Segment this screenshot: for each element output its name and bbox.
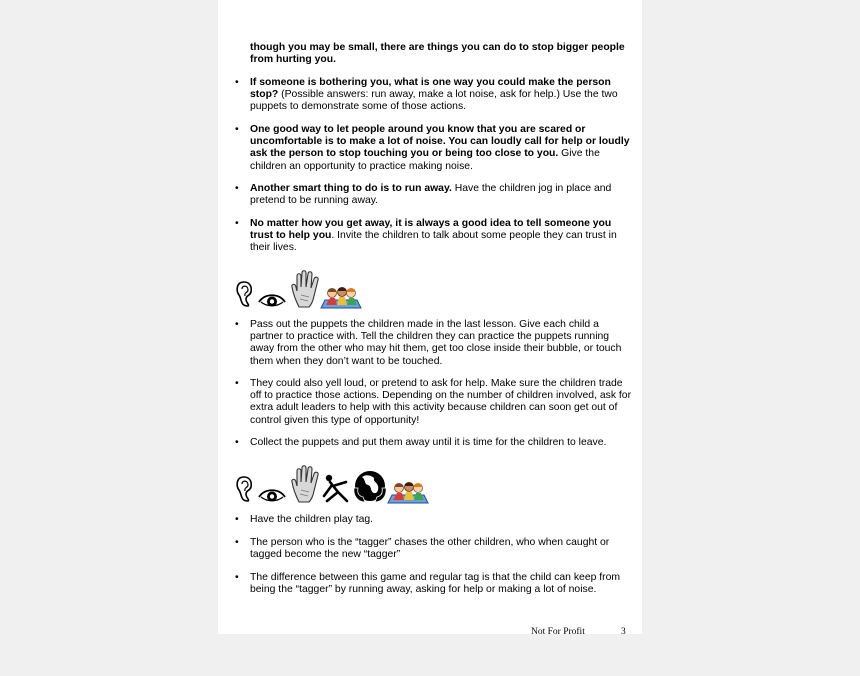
list-item: • One good way to let people around you know that you are scared or uncomfortable is to make a lot of noise. You can loudly call for help or loudly ask the person to stop touching you or being too close to you. Give the children an opportunity to practice making noise.	[235, 124, 630, 172]
lead-paragraph: though you may be small, there are things you can do to stop bigger people from hurting you.	[250, 42, 625, 66]
globe-hands-icon	[352, 468, 388, 504]
icon-row-activities	[234, 460, 434, 504]
hand-icon	[289, 464, 321, 504]
list-item: • Another smart thing to do is to run away. Have the children jog in place and pretend to be running away.	[235, 183, 612, 207]
footer-label: Not For Profit	[531, 627, 585, 634]
list-item: • Pass out the puppets the children made in the last lesson. Give each child a partner to practice with. Tell the children they can practice the puppets running away from the other who may hit them, get too close inside their bubble, or touch them when they don’t want to be touched.	[235, 319, 622, 367]
eye-icon	[258, 486, 286, 504]
eye-icon	[258, 291, 286, 309]
list-item: • The difference between this game and regular tag is that the child can keep from being the “tagger” by running away, asking for help or making a lot of noise.	[235, 572, 621, 596]
group-of-children-icon	[320, 285, 362, 309]
page-number: 3	[621, 627, 626, 634]
list-item: • If someone is bothering you, what is one way you could make the person stop? (Possible answers: run away, make a lot noise, ask for help.) Use the two puppets to demonstrate some of those actions.	[235, 77, 618, 113]
list-item: • No matter how you get away, it is always a good idea to tell someone you trust to help you. Invite the children to talk about some people they can trust in their lives.	[235, 218, 617, 254]
list-item: • Collect the puppets and put them away until it is time for the children to leave.	[235, 437, 607, 448]
icon-row-senses	[234, 265, 364, 309]
list-item: • The person who is the “tagger” chases the other children, who when caught or tagged become the new “tagger”	[235, 537, 610, 561]
document-page	[218, 0, 642, 634]
ear-icon	[234, 474, 254, 504]
stretching-person-icon	[320, 472, 352, 504]
list-item: • They could also yell loud, or pretend to ask for help. Make sure the children trade off to practice those actions. Depending on the number of children involved, ask for extra adult leaders to help with this activity because children can soon get out of control given this type of opportunity!	[235, 378, 632, 426]
group-of-children-icon	[387, 480, 429, 504]
ear-icon	[234, 279, 254, 309]
hand-icon	[289, 269, 321, 309]
list-item: • Have the children play tag.	[235, 514, 374, 525]
